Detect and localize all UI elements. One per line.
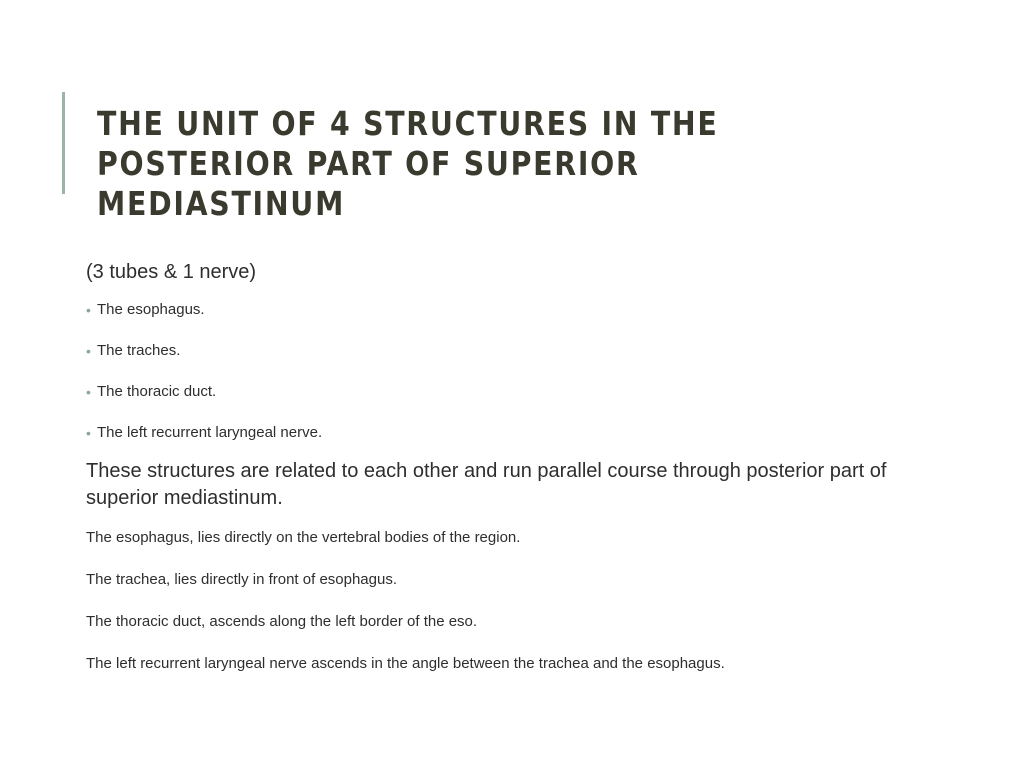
list-item <box>86 382 956 402</box>
detail-paragraph: The left recurrent laryngeal nerve ascends in the angle between the trachea and the esophagus. <box>86 655 725 672</box>
bullet-icon: • <box>86 302 91 318</box>
structure-list <box>86 300 956 443</box>
detail-paragraph: The esophagus, lies directly on the vertebral bodies of the region. <box>86 529 521 546</box>
bullet-icon: • <box>86 343 91 359</box>
slide-title: THE UNIT OF 4 STRUCTURES IN THE POSTERIOR PART OF SUPERIOR MEDIASTINUM <box>97 104 719 223</box>
list-item-text: The left recurrent laryngeal nerve. <box>97 424 323 441</box>
title-accent-bar <box>62 92 65 194</box>
detail-paragraph: The thoracic duct, ascends along the left border of the eso. <box>86 613 478 630</box>
subtitle: (3 tubes & 1 nerve) <box>86 261 257 283</box>
list-item-text: The esophagus. <box>97 301 205 318</box>
list-item <box>86 341 956 361</box>
detail-paragraph: The trachea, lies directly in front of esophagus. <box>86 571 398 588</box>
list-item-text: The traches. <box>97 342 181 359</box>
list-item <box>86 300 956 320</box>
slide-content <box>86 258 956 696</box>
summary-paragraph: These structures are related to each other and run parallel course through posterior part of superior mediastinum. <box>86 460 887 509</box>
list-item-text: The thoracic duct. <box>97 383 217 400</box>
bullet-icon: • <box>86 425 91 441</box>
bullet-icon: • <box>86 384 91 400</box>
list-item <box>86 423 956 443</box>
